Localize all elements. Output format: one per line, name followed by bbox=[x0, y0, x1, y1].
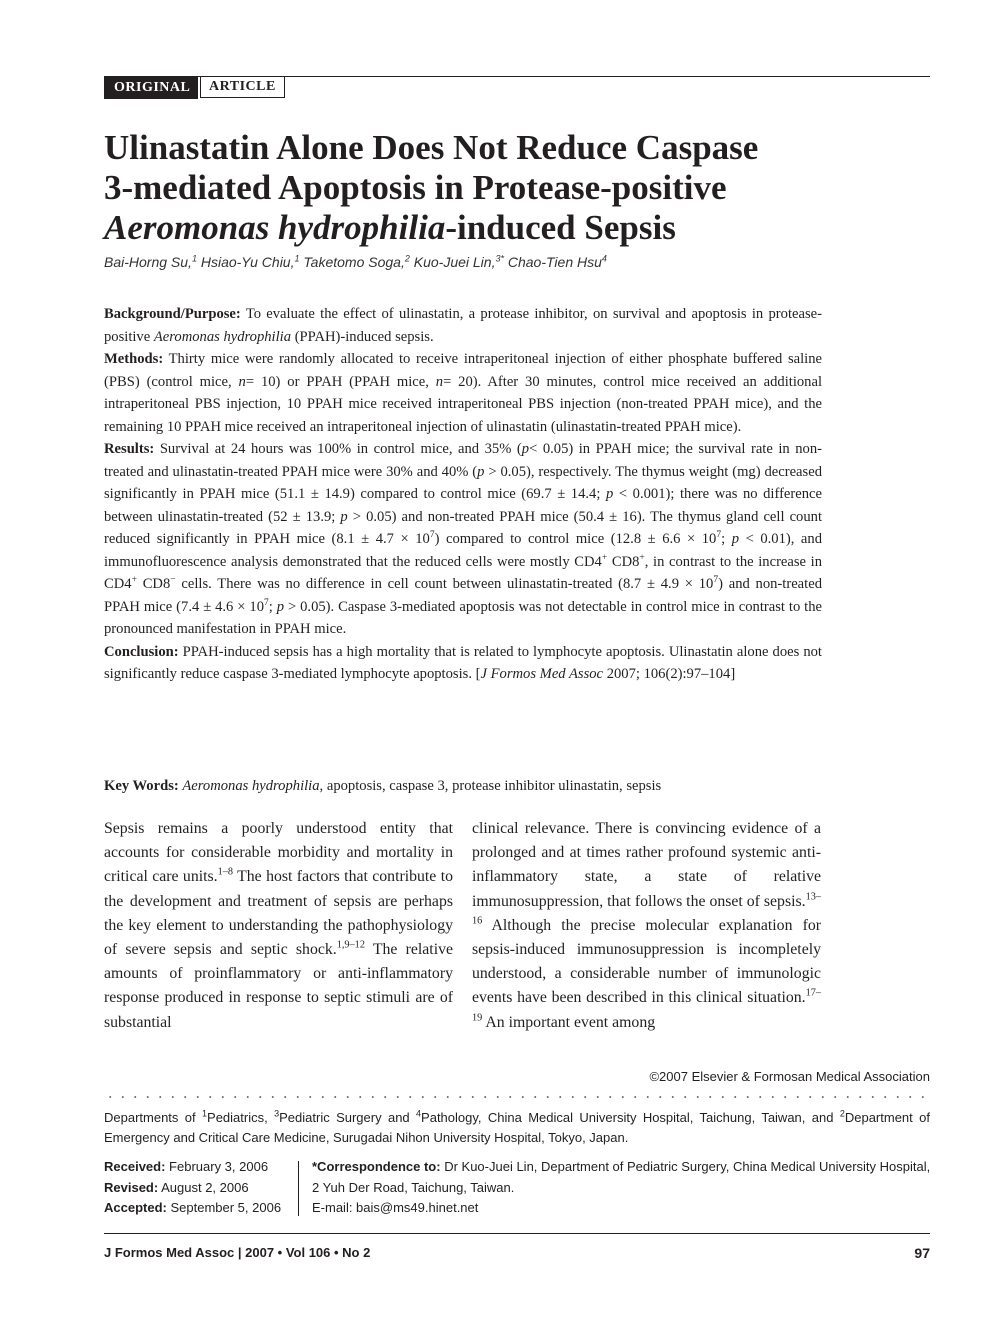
title-line-1: Ulinastatin Alone Does Not Reduce Caspase bbox=[104, 128, 759, 167]
abstract-text: Survival at 24 hours was 100% in control mice, and 35% ( bbox=[159, 441, 522, 457]
abstract-text: ) and non-treated PPAH mice (7.4 ± 4.6 × 10 bbox=[104, 576, 822, 615]
correspondence-address: 2 Yuh Der Road, Taichung, Taiwan. bbox=[312, 1179, 515, 1195]
abstract-italic: p bbox=[477, 463, 485, 480]
correspondence-label: *Correspondence to: bbox=[312, 1159, 441, 1174]
abstract-results bbox=[104, 438, 822, 641]
label-article: ARTICLE bbox=[200, 77, 285, 98]
affiliation-text: Departments of bbox=[104, 1110, 196, 1125]
abstract bbox=[104, 303, 822, 686]
label-original: ORIGINAL bbox=[104, 77, 198, 99]
section-head: Conclusion: bbox=[104, 643, 179, 660]
body-text: The relative amounts of proinflammatory or anti-inflammatory response produced in response to septic stimuli are of substantial bbox=[104, 941, 453, 1031]
author-list bbox=[104, 254, 607, 270]
abstract-text: > 0.05), respectively. The thymus weight (mg) decreased significantly in PPAH mice (51.1 ± 14.9) compared to control mice (69.7 ± 14.4; bbox=[104, 463, 822, 502]
reference-sup: 1–8 bbox=[217, 867, 234, 879]
title-line-3: -induced Sepsis bbox=[445, 208, 676, 247]
keyword-italic: Aeromonas hydrophilia bbox=[182, 778, 320, 794]
abstract-italic: p bbox=[521, 441, 530, 457]
abstract-italic: n bbox=[238, 373, 246, 390]
body-text: clinical relevance. There is convincing evidence of a prolonged and at times rather profound systemic anti-inflammatory state, a state of relative immunosuppression, that follows the onset of sepsis. bbox=[472, 820, 821, 910]
revised-date bbox=[104, 1178, 294, 1199]
abstract-text: ; bbox=[268, 598, 273, 615]
abstract-italic: p bbox=[605, 486, 614, 502]
abstract-sup: − bbox=[170, 575, 176, 586]
abstract-italic: Aeromonas hydrophilia bbox=[153, 328, 292, 345]
author: Kuo-Juei Lin, bbox=[413, 254, 496, 270]
affiliation-text: Department of Emergency and Critical Care Medicine, Surugadai Nihon University Hospital, Tokyo, Japan. bbox=[104, 1110, 930, 1145]
abstract-sup: + bbox=[601, 552, 608, 563]
affiliation-sup: 3 bbox=[274, 1108, 280, 1119]
section-head: Results: bbox=[104, 441, 155, 457]
key-words bbox=[104, 775, 822, 797]
title-organism: Aeromonas hydrophilia bbox=[104, 208, 446, 247]
affiliation-text: Pathology, China Medical University Hospital, Taichung, Taiwan, and bbox=[421, 1110, 834, 1125]
body-text: Sepsis remains a poorly understood entity that accounts for considerable morbidity and mortality in critical care units. bbox=[104, 820, 453, 886]
reference-sup: 1,9–12 bbox=[336, 939, 365, 951]
abstract-text: Thirty mice were randomly allocated to receive intraperitoneal injection of either phosphate buffered saline (PBS) (control mice, bbox=[104, 351, 822, 390]
journal-citation: J Formos Med Assoc bbox=[480, 666, 604, 682]
author-affil: 4 bbox=[601, 253, 607, 264]
abstract-sup: 7 bbox=[713, 575, 719, 586]
abstract-background bbox=[104, 303, 822, 348]
abstract-text: CD8 bbox=[142, 576, 171, 592]
date-label: Accepted: bbox=[104, 1200, 167, 1215]
date-value: August 2, 2006 bbox=[161, 1179, 249, 1195]
author: Hsiao-Yu Chiu, bbox=[200, 254, 295, 270]
affiliation-text: Pediatric Surgery and bbox=[279, 1110, 410, 1125]
abstract-text: PPAH-induced sepsis has a high mortality that is related to lymphocyte apoptosis. Ulinastatin alone does not significantly reduce caspase 3-mediated lymphocyte apoptosis. [ bbox=[104, 643, 822, 682]
author: Bai-Horng Su, bbox=[104, 254, 192, 270]
date-value: September 5, 2006 bbox=[170, 1200, 282, 1215]
correspondence bbox=[312, 1157, 932, 1219]
abstract-text: CD8 bbox=[611, 553, 640, 570]
abstract-text: 2007; 106(2):97–104] bbox=[606, 666, 736, 682]
section-head: Key Words: bbox=[104, 778, 179, 794]
author-affil: 1 bbox=[191, 253, 197, 264]
page-number: 97 bbox=[914, 1245, 930, 1261]
keyword-list: , apoptosis, caspase 3, protease inhibitor ulinastatin, sepsis bbox=[319, 778, 662, 794]
abstract-text: (PPAH)-induced sepsis. bbox=[294, 328, 434, 345]
title-line-2: 3-mediated Apoptosis in Protease-positive bbox=[104, 168, 727, 207]
affiliation-sup: 2 bbox=[839, 1108, 845, 1119]
author-affil: 1 bbox=[294, 253, 300, 264]
abstract-text: < 0.05) in PPAH mice; the survival rate in non-treated and ulinastatin-treated PPAH mice were 30% and 40% ( bbox=[104, 441, 822, 480]
body-column-right bbox=[472, 817, 821, 1035]
reference-sup: 13–16 bbox=[472, 891, 821, 927]
abstract-italic: n bbox=[435, 373, 444, 390]
reference-sup: 17–19 bbox=[472, 988, 821, 1024]
affiliations bbox=[104, 1108, 930, 1148]
body-text: An important event among bbox=[485, 1013, 656, 1031]
correspondence-line bbox=[312, 1157, 932, 1178]
affiliation-sup: 4 bbox=[416, 1108, 422, 1119]
abstract-italic: p bbox=[276, 598, 285, 615]
body-text: Although the precise molecular explanation for sepsis-induced immunosuppression is incompletely understood, a considerable number of immunologic events have been described in this clinical situation. bbox=[472, 916, 821, 1007]
abstract-italic: p bbox=[731, 531, 740, 547]
abstract-text: , in contrast to the increase in CD4 bbox=[104, 553, 823, 592]
dotted-divider bbox=[104, 1096, 930, 1098]
author-affil: 3* bbox=[495, 253, 504, 264]
abstract-text: = 20). After 30 minutes, control mice received an additional intraperitoneal PBS injection, 10 PPAH mice received intraperitoneal PBS injection (non-treated PPAH mice), and the remaining 10 PPAH mice received an intraperitoneal injection of ulinastatin (ulinastatin-treated PPAH mice). bbox=[104, 373, 822, 435]
section-head: Background/Purpose: bbox=[104, 306, 241, 322]
abstract-text: > 0.05) and non-treated PPAH mice (50.4 ± 16). The thymus gland cell count reduced significantly in PPAH mice (8.1 ± 4.7 × 10 bbox=[104, 508, 822, 547]
abstract-sup: 7 bbox=[429, 530, 435, 541]
article-title bbox=[104, 128, 884, 248]
abstract-text: ; bbox=[721, 531, 726, 547]
abstract-text: < 0.001); there was no difference between ulinastatin-treated (52 ± 13.9; bbox=[104, 486, 823, 525]
date-label: Received: bbox=[104, 1159, 166, 1174]
received-date bbox=[104, 1157, 294, 1178]
abstract-conclusion bbox=[104, 641, 822, 686]
abstract-sup: 7 bbox=[716, 530, 722, 541]
abstract-text: cells. There was no difference in cell count between ulinastatin-treated (8.7 ± 4.9 × 10 bbox=[181, 576, 714, 592]
affiliation-text: Pediatrics, bbox=[207, 1110, 268, 1125]
abstract-text: To evaluate the effect of ulinastatin, a protease inhibitor, on survival and apoptosis in protease-positive bbox=[104, 306, 822, 345]
vertical-divider bbox=[298, 1161, 299, 1216]
body-text: The host factors that contribute to the development and treatment of sepsis are perhaps the key element to understanding the pathophysiology of severe sepsis and septic shock. bbox=[104, 868, 453, 959]
abstract-text: > 0.05). Caspase 3-mediated apoptosis was not detectable in control mice in contrast to the pronounced manifestation in PPAH mice. bbox=[104, 598, 822, 637]
abstract-italic: p bbox=[340, 508, 348, 525]
abstract-sup: + bbox=[639, 552, 645, 563]
author-affil: 2 bbox=[404, 253, 410, 264]
abstract-sup: + bbox=[131, 575, 137, 586]
abstract-methods bbox=[104, 348, 822, 438]
accepted-date bbox=[104, 1198, 294, 1219]
abstract-sup: 7 bbox=[264, 597, 269, 608]
body-column-left bbox=[104, 817, 453, 1035]
author: Taketomo Soga, bbox=[303, 254, 405, 270]
journal-footer: J Formos Med Assoc | 2007 • Vol 106 • No 2 bbox=[104, 1245, 371, 1260]
footer-rule bbox=[104, 1233, 930, 1234]
correspondence-text: Dr Kuo-Juei Lin, Department of Pediatric Surgery, China Medical University Hospital, bbox=[444, 1159, 931, 1174]
correspondence-email[interactable]: E-mail: bais@ms49.hinet.net bbox=[312, 1200, 479, 1215]
affiliation-sup: 1 bbox=[202, 1108, 208, 1119]
date-label: Revised: bbox=[104, 1179, 159, 1195]
date-value: February 3, 2006 bbox=[169, 1159, 269, 1174]
section-head: Methods: bbox=[104, 351, 164, 367]
author: Chao-Tien Hsu bbox=[507, 254, 602, 270]
abstract-text: < 0.01), and immunofluorescence analysis demonstrated that the reduced cells were mostly CD4 bbox=[104, 531, 822, 570]
article-dates bbox=[104, 1157, 294, 1219]
abstract-text: = 10) or PPAH (PPAH mice, bbox=[245, 373, 429, 390]
abstract-text: ) compared to control mice (12.8 ± 6.6 × 10 bbox=[434, 531, 717, 547]
copyright-notice: ©2007 Elsevier & Formosan Medical Association bbox=[649, 1069, 930, 1084]
